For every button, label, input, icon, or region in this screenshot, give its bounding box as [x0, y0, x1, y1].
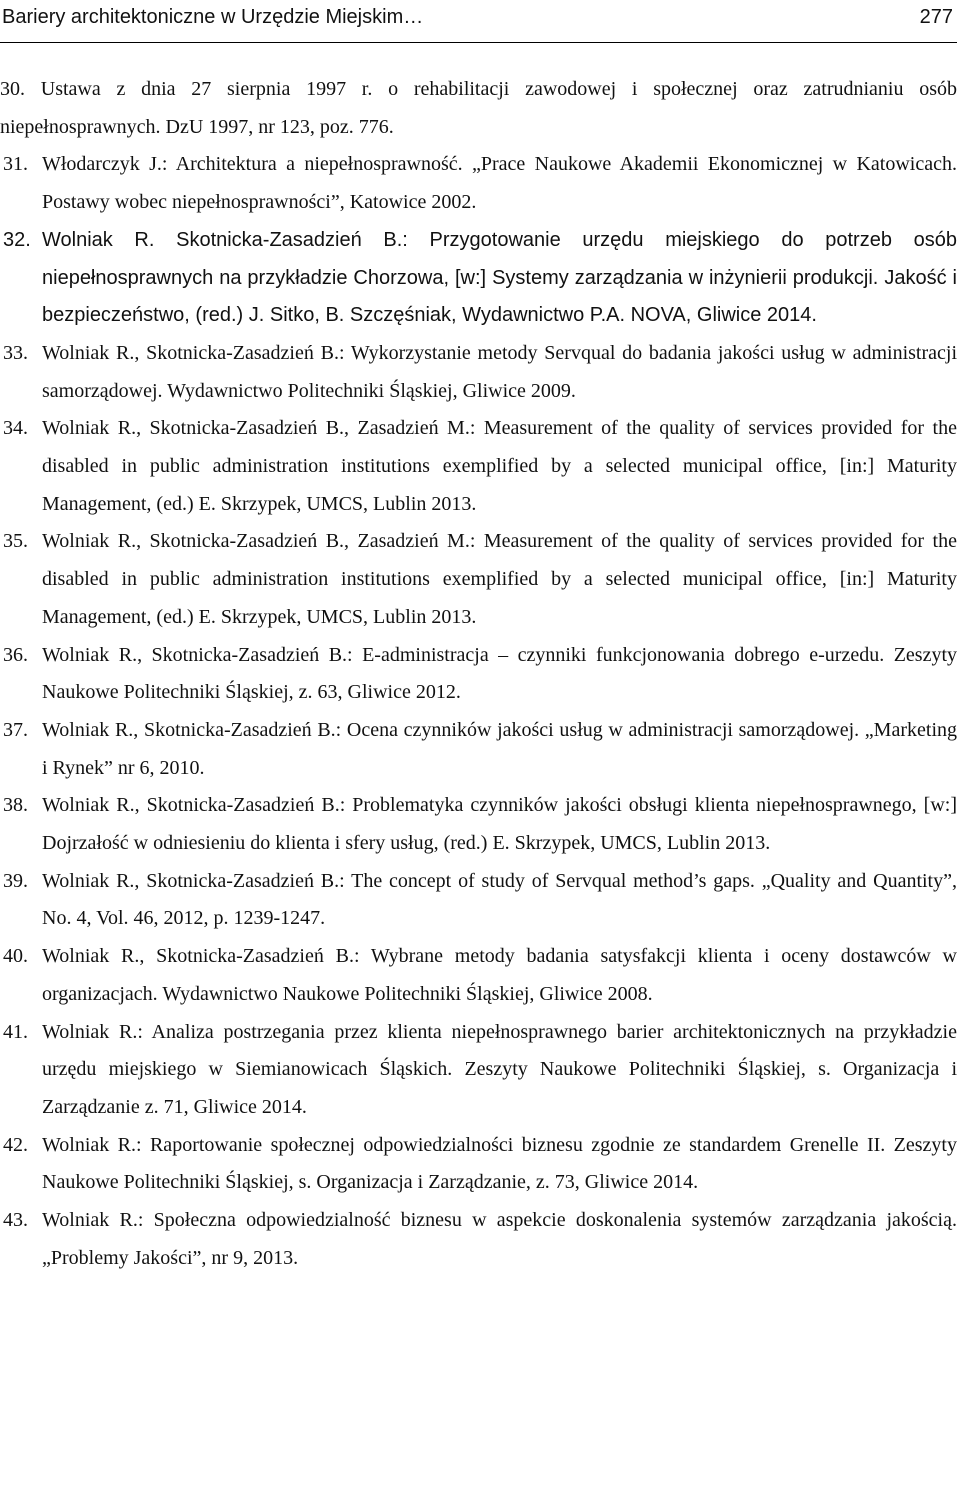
reference-item-36 [0, 637, 960, 712]
reference-item-33 [0, 335, 960, 410]
reference-number: 43. [3, 1209, 28, 1232]
reference-item-40 [0, 938, 960, 1013]
reference-number: 31. [3, 153, 28, 176]
reference-text: Wolniak R., Skotnicka-Zasadzień B.: Problematyka czynników jakości obsługi klienta niepełnosprawnego, [w:] Dojrzałość w odniesieniu do klienta i sfery usług, (red.) E. Skrzypek, UMCS, Lublin 2013. [42, 794, 957, 855]
reference-text: Wolniak R.: Raportowanie społecznej odpowiedzialności biznesu zgodnie ze standardem Grenelle II. Zeszyty Naukowe Politechniki Śląskiej, s. Organizacja i Zarządzanie, z. 73, Gliwice 2014. [42, 1133, 957, 1194]
reference-text: Wolniak R., Skotnicka-Zasadzień B.: E-administracja – czynniki funkcjonowania dobrego e-urzedu. Zeszyty Naukowe Politechniki Śląskiej, z. 63, Gliwice 2012. [42, 643, 957, 704]
reference-item-31 [0, 146, 960, 221]
page-number: 277 [919, 6, 953, 28]
reference-item-34 [0, 410, 960, 523]
reference-text: Wolniak R., Skotnicka-Zasadzień B.: Ocena czynników jakości usług w administracji samorządowej. „Marketing i Rynek” nr 6, 2010. [42, 718, 957, 779]
reference-text: Wolniak R., Skotnicka-Zasadzień B., Zasadzień M.: Measurement of the quality of services provided for the disabled in public administration institutions exemplified by a selected municipal office, [in:] Maturity Management, (ed.) E. Skrzypek, UMCS, Lublin 2013. [42, 530, 957, 628]
reference-number: 37. [3, 718, 28, 741]
reference-number: 42. [3, 1133, 28, 1156]
reference-text: Wolniak R., Skotnicka-Zasadzień B.: The concept of study of Servqual method’s gaps. „Quality and Quantity”, No. 4, Vol. 46, 2012, p. 1239-1247. [42, 869, 957, 930]
running-header-title: Bariery architektoniczne w Urzędzie Miejskim… [2, 6, 424, 28]
reference-item-41 [0, 1014, 960, 1127]
reference-text: Wolniak R. Skotnicka-Zasadzień B.: Przygotowanie urzędu miejskiego do potrzeb osób niepełnosprawnych na przykładzie Chorzowa, [w:] Systemy zarządzania w inżynierii produkcji. Jakość i bezpieczeństwo, (red.) J. Sitko, B. Szczęśniak, Wydawnictwo P.A. NOVA, Gliwice 2014. [42, 228, 957, 327]
reference-item-30 [0, 71, 960, 146]
reference-number: 35. [3, 530, 28, 553]
reference-text: Wolniak R., Skotnicka-Zasadzień B.: Wybrane metody badania satysfakcji klienta i oceny dostawców w organizacjach. Wydawnictwo Naukowe Politechniki Śląskiej, Gliwice 2008. [42, 945, 957, 1005]
reference-number: 39. [3, 869, 28, 892]
reference-item-43 [0, 1202, 960, 1277]
reference-item-39 [0, 863, 960, 938]
reference-text: Włodarczyk J.: Architektura a niepełnosprawność. „Prace Naukowe Akademii Ekonomicznej w Katowicach. Postawy wobec niepełnosprawności”, Katowice 2002. [42, 153, 957, 214]
reference-item-42 [0, 1127, 960, 1202]
reference-number: 40. [3, 945, 28, 968]
reference-number: 32. [3, 228, 31, 251]
reference-text: Wolniak R.: Społeczna odpowiedzialność biznesu w aspekcie doskonalenia systemów zarządzania jakością. „Problemy Jakości”, nr 9, 2013. [42, 1209, 957, 1269]
reference-number: 36. [3, 643, 28, 666]
reference-number: 30. [0, 78, 25, 100]
reference-text: Wolniak R.: Analiza postrzegania przez klienta niepełnosprawnego barier architektonicznych na przykładzie urzędu miejskiego w Siemianowicach Śląskich. Zeszyty Naukowe Politechniki Śląskiej, s. Organizacja i Zarządzanie z. 71, Gliwice 2014. [42, 1020, 957, 1118]
reference-item-38 [0, 787, 960, 862]
running-header [0, 0, 957, 43]
reference-item-37 [0, 712, 960, 787]
reference-text: Wolniak R., Skotnicka-Zasadzień B., Zasadzień M.: Measurement of the quality of services provided for the disabled in public administration institutions exemplified by a selected municipal office, [in:] Maturity Management, (ed.) E. Skrzypek, UMCS, Lublin 2013. [42, 417, 957, 515]
reference-item-32 [0, 222, 960, 335]
reference-number: 41. [3, 1020, 28, 1043]
reference-item-35 [0, 523, 960, 636]
reference-list [0, 71, 960, 1278]
reference-number: 34. [3, 417, 28, 440]
reference-number: 38. [3, 794, 28, 817]
reference-text: Ustawa z dnia 27 sierpnia 1997 r. o rehabilitacji zawodowej i społecznej oraz zatrudnianiu osób niepełnosprawnych. DzU 1997, nr 123, poz. 776. [0, 78, 958, 138]
reference-number: 33. [3, 341, 28, 364]
reference-text: Wolniak R., Skotnicka-Zasadzień B.: Wykorzystanie metody Servqual do badania jakości usług w administracji samorządowej. Wydawnictwo Politechniki Śląskiej, Gliwice 2009. [42, 341, 957, 402]
